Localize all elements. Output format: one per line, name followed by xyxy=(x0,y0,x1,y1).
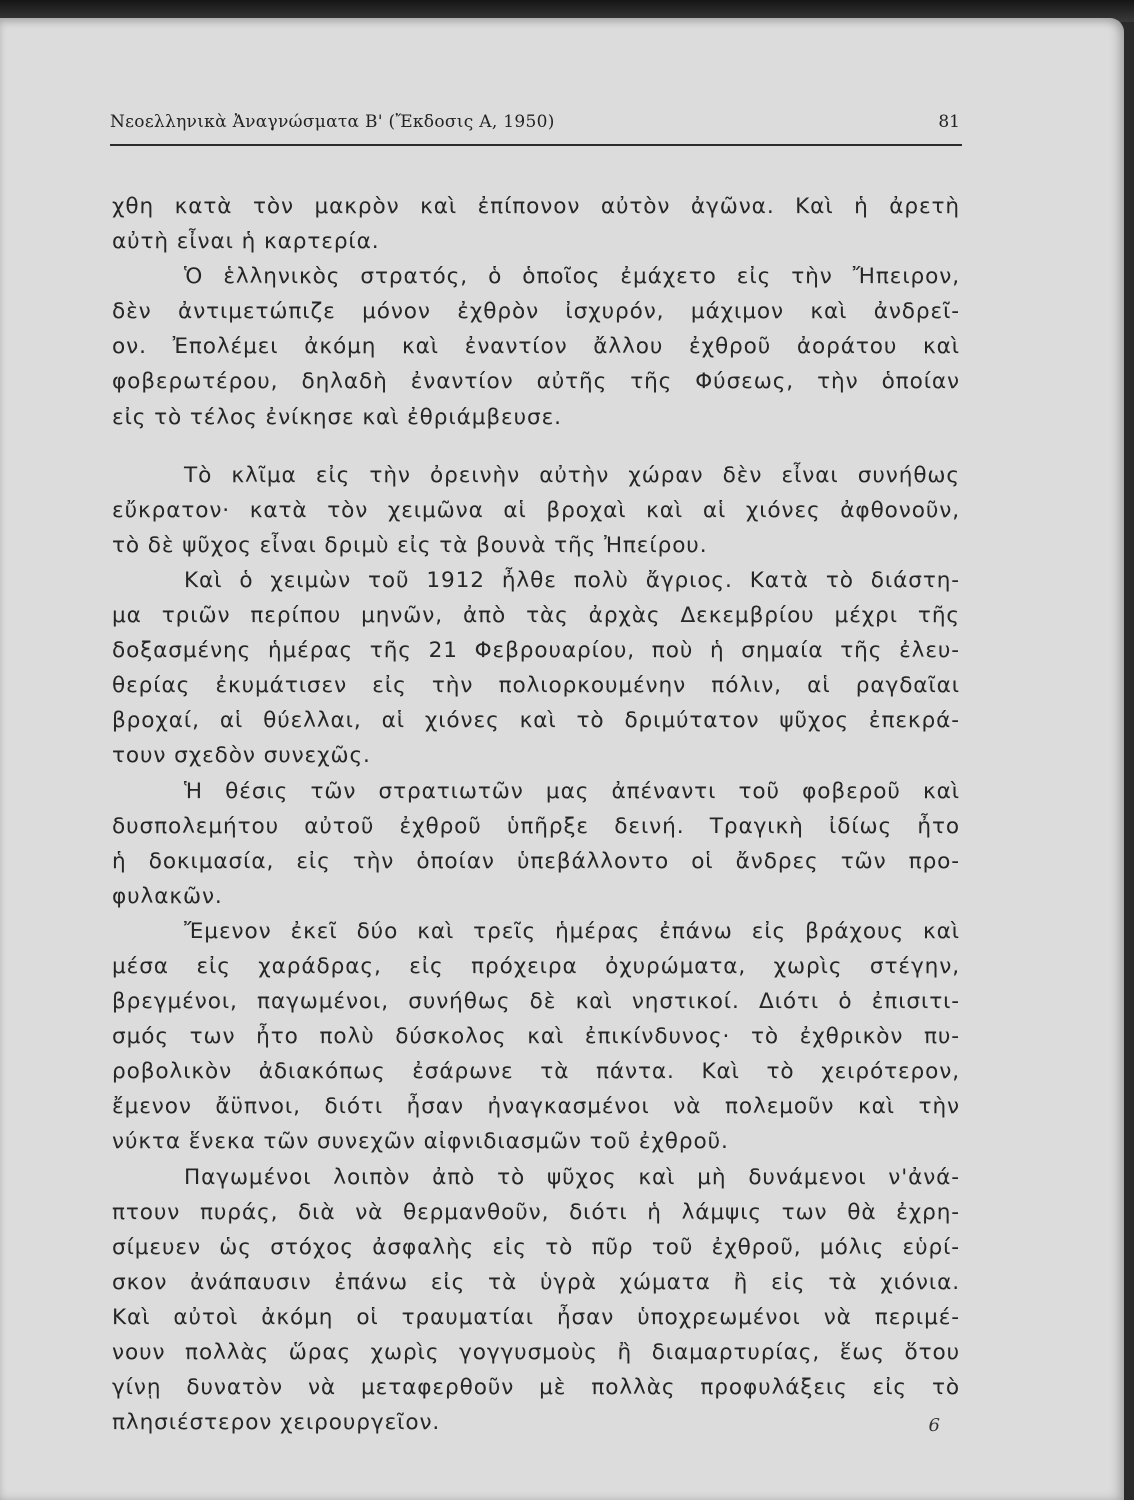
text-line: φοβερωτέρου, δηλαδὴ ἐναντίον αὐτῆς τῆς Φύσεως, τὴν ὁποίαν xyxy=(112,369,960,395)
text-line: τὸ δὲ ψῦχος εἶναι δριμὺ εἰς τὰ βουνὰ τῆς Ἠπείρου. xyxy=(112,532,708,558)
text-line: βρεγμένοι, παγωμένοι, συνήθως δὲ καὶ νηστικοί. Διότι ὁ ἐπισιτι- xyxy=(112,989,960,1015)
text-line: τουν σχεδὸν συνεχῶς. xyxy=(112,743,371,769)
text-line: δυσπολεμήτου αὐτοῦ ἐχθροῦ ὑπῆρξε δεινή. Τραγικὴ ἰδίως ἦτο xyxy=(112,813,960,839)
text-line: ἡ δοκιμασία, εἰς τὴν ὁποίαν ὑπεβάλλοντο οἱ ἄνδρες τῶν προ- xyxy=(112,848,960,874)
text-line: σίμευεν ὡς στόχος ἀσφαλὴς εἰς τὸ πῦρ τοῦ ἐχθροῦ, μόλις εὑρί- xyxy=(112,1234,960,1260)
body-text xyxy=(112,189,960,1440)
text-line: γίνῃ δυνατὸν νὰ μεταφερθοῦν μὲ πολλὰς προφυλάξεις εἰς τὸ xyxy=(112,1375,960,1401)
text-line: Παγωμένοι λοιπὸν ἀπὸ τὸ ψῦχος καὶ μὴ δυνάμενοι ν'ἀνά- xyxy=(184,1164,960,1190)
text-line: μα τριῶν περίπου μηνῶν, ἀπὸ τὰς ἀρχὰς Δεκεμβρίου μέχρι τῆς xyxy=(112,603,960,629)
running-head xyxy=(110,112,962,146)
text-line: Ἡ θέσις τῶν στρατιωτῶν μας ἀπέναντι τοῦ φοβεροῦ καὶ xyxy=(184,778,960,804)
text-line: ον. Ἐπολέμει ἀκόμη καὶ ἐναντίον ἄλλου ἐχθροῦ ἀοράτου καὶ xyxy=(112,334,960,360)
text-line: θερίας ἐκυμάτισεν εἰς τὴν πολιορκουμένην πόλιν, αἱ ραγδαῖαι xyxy=(112,673,960,699)
text-line: δὲν ἀντιμετώπιζε μόνον ἐχθρὸν ἰσχυρόν, μάχιμον καὶ ἀνδρεῖ- xyxy=(112,299,960,325)
text-line: νουν πολλὰς ὥρας χωρὶς γογγυσμοὺς ἢ διαμαρτυρίας, ἕως ὅτου xyxy=(112,1340,960,1365)
text-line: πλησιέστερον χειρουργεῖον. xyxy=(112,1410,441,1436)
text-line: βροχαί, αἱ θύελλαι, αἱ χιόνες καὶ τὸ δριμύτατον ψῦχος ἐπεκρά- xyxy=(112,708,960,734)
text-line: δοξασμένης ἡμέρας τῆς 21 Φεβρουαρίου, ποὺ ἡ σημαία τῆς ἐλευ- xyxy=(112,638,960,664)
text-line: αὐτὴ εἶναι ἡ καρτερία. xyxy=(112,229,380,255)
text-line: Ἔμενον ἐκεῖ δύο καὶ τρεῖς ἡμέρας ἐπάνω εἰς βράχους καὶ xyxy=(184,918,960,944)
text-line: ροβολικὸν ἀδιακόπως ἐσάρωνε τὰ πάντα. Καὶ τὸ χειρότερον, xyxy=(112,1059,960,1085)
text-line: νύκτα ἕνεκα τῶν συνεχῶν αἰφνιδιασμῶν τοῦ ἐχθροῦ. xyxy=(112,1129,729,1155)
text-line: μέσα εἰς χαράδρας, εἰς πρόχειρα ὀχυρώματα, χωρὶς στέγην, xyxy=(112,953,960,979)
text-line: χθη κατὰ τὸν μακρὸν καὶ ἐπίπονον αὐτὸν ἀγῶνα. Καὶ ἡ ἀρετὴ xyxy=(112,194,960,219)
running-title: Νεοελληνικὰ Ἀναγνώσματα Β' (Ἔκδοσις Α, 1950) xyxy=(110,112,555,132)
text-line: σκον ἀνάπαυσιν ἐπάνω εἰς τὰ ὑγρὰ χώματα ἢ εἰς τὰ χιόνια. xyxy=(112,1269,960,1295)
text-line: Ὁ ἑλληνικὸς στρατός, ὁ ὁποῖος ἐμάχετο εἰς τὴν Ἤπειρον, xyxy=(184,264,960,290)
text-line: Καὶ ὁ χειμὼν τοῦ 1912 ἦλθε πολὺ ἄγριος. Κατὰ τὸ διάστη- xyxy=(184,567,960,593)
text-line: σμός των ἦτο πολὺ δύσκολος καὶ ἐπικίνδυνος· τὸ ἐχθρικὸν πυ- xyxy=(112,1024,960,1050)
page-number: 81 xyxy=(938,112,960,132)
text-line: Τὸ κλῖμα εἰς τὴν ὀρεινὴν αὐτὴν χώραν δὲν εἶναι συνήθως xyxy=(184,462,960,488)
text-line: Καὶ αὐτοὶ ἀκόμη οἱ τραυματίαι ἦσαν ὑποχρεωμένοι νὰ περιμέ- xyxy=(112,1304,960,1330)
text-line: εὔκρατον· κατὰ τὸν χειμῶνα αἱ βροχαὶ καὶ αἱ χιόνες ἀφθονοῦν, xyxy=(112,497,960,523)
text-line: εἰς τὸ τέλος ἐνίκησε καὶ ἐθριάμβευσε. xyxy=(112,404,562,430)
signature-mark: 6 xyxy=(928,1415,940,1436)
text-line: πτουν πυράς, διὰ νὰ θερμανθοῦν, διότι ἡ λάμψις των θὰ ἐχρη- xyxy=(112,1199,960,1225)
text-line: ἔμενον ἄϋπνοι, διότι ἦσαν ἠναγκασμένοι νὰ πολεμοῦν καὶ τὴν xyxy=(112,1094,960,1120)
text-line: φυλακῶν. xyxy=(112,883,223,909)
